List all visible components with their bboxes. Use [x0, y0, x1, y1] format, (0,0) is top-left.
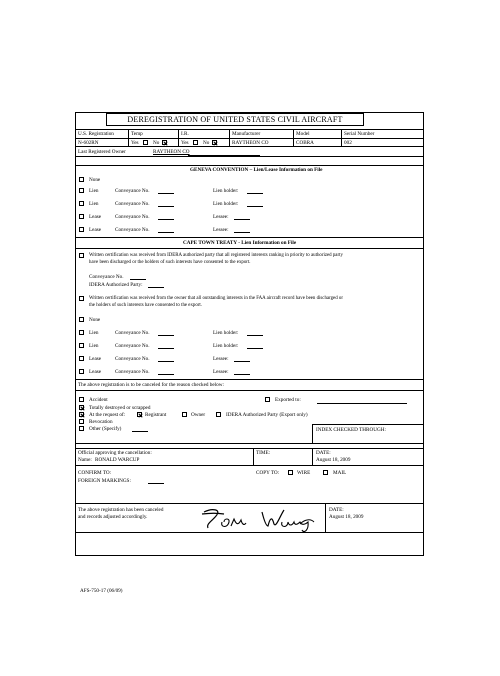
approval-date-label: DATE: — [316, 450, 331, 456]
geneva-row-2-conveyance: Conveyance No. — [115, 201, 150, 207]
reason-intro: The above registration is to be canceled for the reason checked below: — [78, 382, 224, 388]
ir-label: I.R. — [181, 131, 189, 137]
ct-none-label: None — [89, 317, 101, 323]
geneva-row-3-type: Lease — [89, 214, 102, 220]
records-line2: and records adjusted accordingly. — [78, 514, 148, 520]
copy-to-label: COPY TO: — [256, 470, 280, 476]
exported-checkbox[interactable] — [265, 397, 270, 402]
ct-row-2-conveyance: Conveyance No. — [115, 343, 150, 349]
ct-row-4-checkbox[interactable] — [79, 369, 84, 374]
geneva-row-1-checkbox[interactable] — [79, 188, 84, 193]
at-request-checkbox[interactable] — [79, 412, 84, 417]
wire-checkbox[interactable] — [288, 470, 293, 475]
geneva-none-label: None — [89, 177, 101, 183]
idera-export-label: IDERA Authorized Party (Export only) — [226, 412, 308, 418]
serial-label: Serial Number — [344, 131, 375, 137]
cert1-text-line2: have been discharged or the holders of such interests have consented to the export. — [89, 260, 251, 265]
idera-checkbox[interactable] — [216, 412, 221, 417]
ct-row-1-holder: Lien holder: — [213, 330, 239, 336]
geneva-none-checkbox[interactable] — [79, 177, 84, 182]
ct-row-2-checkbox[interactable] — [79, 343, 84, 348]
geneva-row-3-holder: Lessee: — [213, 214, 229, 220]
cert1-checkbox[interactable] — [79, 253, 84, 258]
temp-no-checkbox[interactable] — [162, 140, 167, 145]
model-label: Model — [296, 131, 310, 137]
wire-label: WIRE — [297, 470, 311, 476]
ct-row-3-checkbox[interactable] — [79, 356, 84, 361]
geneva-row-1-type: Lien — [89, 188, 99, 194]
last-owner-label: Last Registered Owner — [78, 149, 126, 155]
other-label: Other (Specify) — [89, 426, 122, 432]
records-line1: The above registration has been canceled — [78, 507, 164, 513]
ir-yes-label: Yes — [181, 140, 189, 146]
ct-row-1-conveyance: Conveyance No. — [115, 330, 150, 336]
mail-checkbox[interactable] — [323, 470, 328, 475]
records-date-label: DATE: — [329, 507, 344, 513]
idera-label: IDERA Authorized Party: — [89, 282, 143, 288]
cert1-text-line1: Written certification was received from IDERA authorized party that all registered interests ranking in priority to authorized party — [89, 253, 343, 258]
ct-row-4-conveyance: Conveyance No. — [115, 369, 150, 375]
at-request-label: At the request of: — [89, 412, 126, 418]
ct-row-4-type: Lease — [89, 369, 102, 375]
ct-row-3-holder: Lessee: — [213, 356, 229, 362]
confirm-to-label: CONFIRM TO: — [78, 470, 112, 476]
time-label: TIME: — [256, 450, 271, 456]
manufacturer-value: RAYTHEON CO — [232, 140, 269, 146]
owner-checkbox[interactable] — [182, 412, 187, 417]
model-value: COBRA — [296, 140, 314, 146]
ir-no-label: No — [203, 140, 210, 146]
official-label: Official approving the cancellation: — [78, 450, 152, 456]
temp-yes-checkbox[interactable] — [143, 140, 148, 145]
geneva-row-4-conveyance: Conveyance No. — [115, 227, 150, 233]
geneva-row-1-holder: Lien holder: — [213, 188, 239, 194]
foreign-markings-label: FOREIGN MARKINGS: — [78, 478, 131, 484]
ir-yes-checkbox[interactable] — [193, 140, 198, 145]
manufacturer-label: Manufacturer — [232, 131, 261, 137]
geneva-row-3-conveyance: Conveyance No. — [115, 214, 150, 220]
revocation-checkbox[interactable] — [79, 419, 84, 424]
geneva-row-3-checkbox[interactable] — [79, 214, 84, 219]
geneva-row-2-checkbox[interactable] — [79, 201, 84, 206]
geneva-heading: GENEVA CONVENTION – Lien/Lease Information on File — [190, 167, 323, 173]
accident-checkbox[interactable] — [79, 397, 84, 402]
temp-no-label: No — [153, 140, 160, 146]
ct-row-2-type: Lien — [89, 343, 99, 349]
exported-label: Exported to: — [275, 397, 301, 403]
approval-date: August 18, 2009 — [316, 457, 351, 463]
official-name: RONALD WARCUP — [95, 457, 140, 463]
revocation-label: Revocation — [89, 419, 113, 425]
cape-town-heading: CAPE TOWN TREATY - Lien Information on File — [183, 240, 297, 246]
ct-row-1-checkbox[interactable] — [79, 330, 84, 335]
geneva-row-2-holder: Lien holder: — [213, 201, 239, 207]
ct-row-3-type: Lease — [89, 356, 102, 362]
owner-label: Owner — [191, 412, 206, 418]
serial-value: 002 — [344, 140, 352, 146]
index-checked-label: INDEX CHECKED THROUGH: — [316, 427, 386, 433]
geneva-row-2-type: Lien — [89, 201, 99, 207]
registrant-label: Registrant — [145, 412, 167, 418]
registrant-checkbox[interactable] — [137, 412, 142, 417]
cert2-checkbox[interactable] — [79, 296, 84, 301]
geneva-row-4-checkbox[interactable] — [79, 227, 84, 232]
us-registration-value: N-602RN — [78, 140, 99, 146]
records-date: August 18, 2009 — [329, 514, 364, 520]
cert2-text-line1: Written certification was received from the owner that all outstanding interests in the FAA aircraft record have been discharged or — [89, 296, 343, 301]
ct-conveyance-label: Conveyance No. — [89, 274, 124, 280]
ct-none-checkbox[interactable] — [79, 317, 84, 322]
ct-row-4-holder: Lessee: — [213, 369, 229, 375]
last-owner-value: RAYTHEON CO — [153, 149, 190, 155]
geneva-row-4-holder: Lessee: — [213, 227, 229, 233]
signature-image — [198, 504, 322, 534]
us-registration-label: U.S. Registration — [78, 131, 114, 137]
ct-row-2-holder: Lien holder: — [213, 343, 239, 349]
mail-label: MAIL — [333, 470, 347, 476]
name-label: Name: — [78, 457, 92, 463]
temp-yes-label: Yes — [131, 140, 139, 146]
destroyed-checkbox[interactable] — [79, 405, 84, 410]
geneva-row-4-type: Lease — [89, 227, 102, 233]
ct-row-1-type: Lien — [89, 330, 99, 336]
destroyed-label: Totally destroyed or scrapped — [89, 405, 151, 411]
ct-row-3-conveyance: Conveyance No. — [115, 356, 150, 362]
ir-no-checkbox[interactable] — [212, 140, 217, 145]
form-number: AFS-750-17 (06/09) — [80, 588, 123, 594]
other-checkbox[interactable] — [79, 426, 84, 431]
temp-label: Temp — [131, 131, 143, 137]
geneva-row-1-conveyance: Conveyance No. — [115, 188, 150, 194]
cert2-text-line2: the holders of such interests have consented to the export. — [89, 303, 202, 308]
accident-label: Accident — [89, 397, 108, 403]
form-title: DEREGISTRATION OF UNITED STATES CIVIL AIRCRAFT — [106, 113, 364, 126]
